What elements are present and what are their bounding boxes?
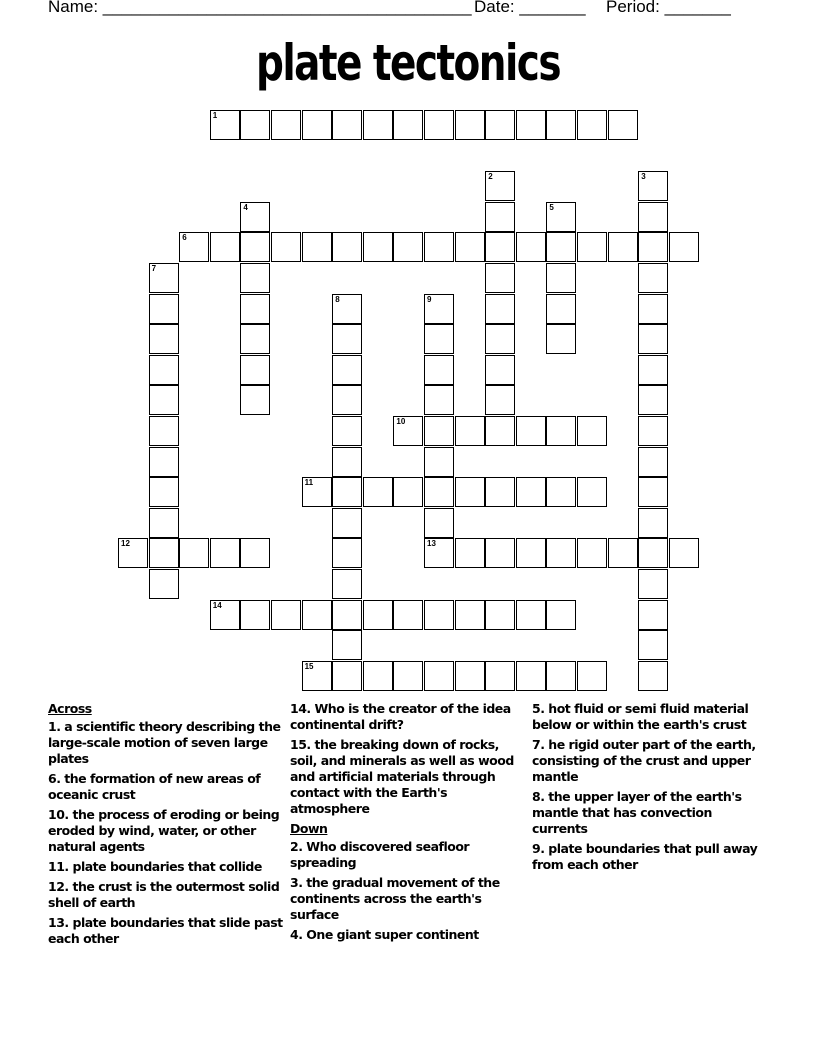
down-heading: Down	[290, 821, 328, 836]
clue-text: hot fluid or semi fluid material below or within the earth's crust	[532, 701, 749, 732]
grid-cell[interactable]	[363, 477, 393, 507]
clue-item	[290, 927, 518, 943]
grid-cell[interactable]	[424, 538, 454, 568]
grid-cell[interactable]	[485, 355, 515, 385]
grid-cell[interactable]	[638, 324, 668, 354]
grid-cell[interactable]	[638, 477, 668, 507]
clue-item	[290, 839, 518, 871]
clue-item	[48, 771, 288, 803]
grid-cell[interactable]	[485, 263, 515, 293]
clue-item	[48, 719, 288, 767]
grid-cell[interactable]	[302, 600, 332, 630]
grid-cell[interactable]	[577, 416, 607, 446]
clue-column-1	[48, 701, 288, 951]
grid-cell[interactable]	[332, 477, 362, 507]
grid-cell[interactable]	[608, 538, 638, 568]
grid-cell[interactable]	[332, 569, 362, 599]
grid-cell[interactable]	[485, 202, 515, 232]
clue-item	[290, 701, 518, 733]
grid-cell[interactable]	[332, 232, 362, 262]
grid-cell[interactable]	[485, 600, 515, 630]
grid-cell[interactable]	[332, 110, 362, 140]
grid-cell[interactable]	[516, 661, 546, 691]
grid-cell[interactable]	[485, 294, 515, 324]
grid-cell[interactable]	[332, 416, 362, 446]
grid-cell[interactable]	[485, 324, 515, 354]
grid-cell[interactable]	[669, 232, 699, 262]
grid-cell[interactable]	[577, 477, 607, 507]
grid-cell[interactable]	[393, 661, 423, 691]
grid-cell[interactable]	[638, 569, 668, 599]
grid-cell[interactable]	[149, 385, 179, 415]
grid-cell[interactable]	[149, 324, 179, 354]
cell-number: 3	[641, 172, 646, 182]
grid-cell[interactable]	[546, 232, 576, 262]
grid-cell[interactable]	[424, 232, 454, 262]
grid-cell[interactable]	[516, 477, 546, 507]
grid-cell[interactable]	[240, 600, 270, 630]
grid-cell[interactable]	[240, 324, 270, 354]
grid-cell[interactable]	[332, 385, 362, 415]
grid-cell[interactable]	[424, 661, 454, 691]
clue-text: the crust is the outermost solid shell of earth	[48, 879, 280, 910]
clue-item	[532, 841, 764, 873]
grid-cell[interactable]	[149, 538, 179, 568]
grid-cell[interactable]	[424, 110, 454, 140]
grid-cell[interactable]	[332, 661, 362, 691]
grid-cell[interactable]	[546, 324, 576, 354]
grid-cell[interactable]	[546, 661, 576, 691]
grid-cell[interactable]	[210, 538, 240, 568]
grid-cell[interactable]	[577, 232, 607, 262]
clue-text: Who is the creator of the idea continental drift?	[290, 701, 511, 732]
grid-cell[interactable]	[363, 600, 393, 630]
grid-cell[interactable]	[424, 416, 454, 446]
clue-text: plate boundaries that pull away from each other	[532, 841, 758, 872]
grid-cell[interactable]	[638, 538, 668, 568]
grid-cell[interactable]	[546, 477, 576, 507]
clue-number: 15.	[290, 737, 311, 752]
clue-number: 8.	[532, 789, 545, 804]
grid-cell[interactable]	[638, 600, 668, 630]
clue-number: 13.	[48, 915, 69, 930]
clue-text: the gradual movement of the continents across the earth's surface	[290, 875, 500, 922]
clue-text: he rigid outer part of the earth, consisting of the crust and upper mantle	[532, 737, 756, 784]
grid-cell[interactable]	[455, 538, 485, 568]
grid-cell[interactable]	[546, 110, 576, 140]
grid-cell[interactable]	[118, 538, 148, 568]
cell-number: 13	[427, 539, 436, 549]
cell-number: 14	[212, 600, 222, 610]
grid-cell[interactable]	[485, 385, 515, 415]
grid-cell[interactable]	[669, 538, 699, 568]
grid-cell[interactable]	[210, 110, 240, 140]
grid-cell[interactable]	[179, 538, 209, 568]
grid-cell[interactable]	[485, 110, 515, 140]
grid-cell[interactable]	[363, 110, 393, 140]
cell-number: 8	[335, 294, 340, 304]
grid-cell[interactable]	[455, 232, 485, 262]
clue-number: 14.	[290, 701, 311, 716]
grid-cell[interactable]	[332, 324, 362, 354]
grid-cell[interactable]	[638, 171, 668, 201]
clue-item	[290, 875, 518, 923]
grid-cell[interactable]	[516, 538, 546, 568]
grid-cell[interactable]	[516, 232, 546, 262]
clue-item	[48, 807, 288, 855]
grid-cell[interactable]	[424, 508, 454, 538]
grid-cell[interactable]	[240, 294, 270, 324]
clue-number: 3.	[290, 875, 303, 890]
clue-number: 4.	[290, 927, 303, 942]
clue-text: plate boundaries that collide	[68, 859, 262, 874]
clue-text: a scientific theory describing the large-scale motion of seven large plates	[48, 719, 281, 766]
across-heading: Across	[48, 701, 92, 716]
period-field[interactable]: Period: _______	[606, 0, 731, 16]
grid-cell[interactable]	[393, 600, 423, 630]
grid-cell[interactable]	[332, 447, 362, 477]
grid-cell[interactable]	[210, 600, 240, 630]
grid-cell[interactable]	[271, 232, 301, 262]
grid-cell[interactable]	[302, 232, 332, 262]
grid-cell[interactable]	[149, 355, 179, 385]
grid-cell[interactable]	[516, 416, 546, 446]
grid-cell[interactable]	[546, 263, 576, 293]
grid-cell[interactable]	[332, 600, 362, 630]
clue-text: plate boundaries that slide past each other	[48, 915, 283, 946]
grid-cell[interactable]	[332, 294, 362, 324]
grid-cell[interactable]	[516, 600, 546, 630]
clue-item	[48, 879, 288, 911]
grid-cell[interactable]	[393, 232, 423, 262]
grid-cell[interactable]	[149, 508, 179, 538]
grid-cell[interactable]	[363, 232, 393, 262]
grid-cell[interactable]	[149, 294, 179, 324]
clue-number: 9.	[532, 841, 545, 856]
date-field[interactable]: Date: _______	[474, 0, 586, 16]
clue-text: the upper layer of the earth's mantle that has convection currents	[532, 789, 742, 836]
clue-number: 1.	[48, 719, 61, 734]
grid-cell[interactable]	[638, 232, 668, 262]
page-title: plate tectonics	[255, 34, 560, 92]
cell-number: 4	[243, 202, 248, 212]
grid-cell[interactable]	[393, 477, 423, 507]
grid-cell[interactable]	[332, 630, 362, 660]
grid-cell[interactable]	[485, 538, 515, 568]
clue-item	[532, 789, 764, 837]
clue-text: the formation of new areas of oceanic crust	[48, 771, 261, 802]
grid-cell[interactable]	[546, 600, 576, 630]
grid-cell[interactable]	[638, 355, 668, 385]
grid-cell[interactable]	[302, 110, 332, 140]
grid-cell[interactable]	[271, 600, 301, 630]
grid-cell[interactable]	[393, 416, 423, 446]
grid-cell[interactable]	[240, 263, 270, 293]
grid-cell[interactable]	[638, 630, 668, 660]
grid-cell[interactable]	[149, 447, 179, 477]
grid-cell[interactable]	[240, 355, 270, 385]
grid-cell[interactable]	[638, 508, 668, 538]
clue-text: One giant super continent	[302, 927, 479, 942]
clue-number: 5.	[532, 701, 545, 716]
grid-cell[interactable]	[638, 202, 668, 232]
grid-cell[interactable]	[485, 661, 515, 691]
cell-number: 5	[549, 202, 554, 212]
grid-cell[interactable]	[393, 110, 423, 140]
clue-number: 7.	[532, 737, 545, 752]
grid-cell[interactable]	[516, 110, 546, 140]
grid-cell[interactable]	[149, 477, 179, 507]
grid-cell[interactable]	[577, 661, 607, 691]
grid-cell[interactable]	[577, 110, 607, 140]
grid-cell[interactable]	[240, 538, 270, 568]
grid-cell[interactable]	[363, 661, 393, 691]
grid-cell[interactable]	[638, 385, 668, 415]
grid-cell[interactable]	[302, 661, 332, 691]
grid-cell[interactable]	[240, 202, 270, 232]
grid-cell[interactable]	[638, 263, 668, 293]
grid-cell[interactable]	[546, 202, 576, 232]
grid-cell[interactable]	[240, 385, 270, 415]
grid-cell[interactable]	[424, 355, 454, 385]
grid-cell[interactable]	[149, 416, 179, 446]
grid-cell[interactable]	[455, 600, 485, 630]
grid-cell[interactable]	[455, 416, 485, 446]
grid-cell[interactable]	[546, 416, 576, 446]
clue-number: 12.	[48, 879, 69, 894]
clue-column-3	[532, 701, 764, 877]
grid-cell[interactable]	[485, 416, 515, 446]
clue-item	[48, 915, 288, 947]
grid-cell[interactable]	[332, 355, 362, 385]
grid-cell[interactable]	[240, 232, 270, 262]
grid-cell[interactable]	[546, 538, 576, 568]
grid-cell[interactable]	[210, 232, 240, 262]
grid-cell[interactable]	[485, 171, 515, 201]
grid-cell[interactable]	[638, 294, 668, 324]
grid-cell[interactable]	[485, 232, 515, 262]
clue-number: 10.	[48, 807, 69, 822]
grid-cell[interactable]	[271, 110, 301, 140]
grid-cell[interactable]	[608, 232, 638, 262]
grid-cell[interactable]	[149, 263, 179, 293]
grid-cell[interactable]	[546, 294, 576, 324]
clue-item	[532, 737, 764, 785]
clue-number: 11.	[48, 859, 69, 874]
grid-cell[interactable]	[424, 447, 454, 477]
grid-cell[interactable]	[240, 110, 270, 140]
cell-number: 1	[212, 111, 218, 120]
name-field[interactable]: Name: _______________________________________	[48, 0, 472, 16]
clue-text: Who discovered seafloor spreading	[290, 839, 470, 870]
grid-cell[interactable]	[424, 385, 454, 415]
clue-text: the breaking down of rocks, soil, and minerals as well as wood and artificial materials through contact with the Earth's atmosphere	[290, 737, 514, 816]
clue-item	[290, 737, 518, 817]
clue-number: 2.	[290, 839, 303, 854]
grid-cell[interactable]	[485, 477, 515, 507]
grid-cell[interactable]	[149, 569, 179, 599]
grid-cell[interactable]	[424, 477, 454, 507]
grid-cell[interactable]	[455, 477, 485, 507]
grid-cell[interactable]	[638, 661, 668, 691]
clue-item	[532, 701, 764, 733]
cell-number: 12	[121, 539, 130, 549]
grid-cell[interactable]	[424, 600, 454, 630]
grid-cell[interactable]	[455, 110, 485, 140]
grid-cell[interactable]	[638, 447, 668, 477]
grid-cell[interactable]	[455, 661, 485, 691]
grid-cell[interactable]	[577, 538, 607, 568]
cell-number: 15	[304, 661, 314, 671]
cell-number: 11	[304, 478, 314, 488]
grid-cell[interactable]	[332, 508, 362, 538]
clue-number: 6.	[48, 771, 61, 786]
grid-cell[interactable]	[302, 477, 332, 507]
cell-number: 6	[182, 233, 187, 243]
grid-cell[interactable]	[608, 110, 638, 140]
grid-cell[interactable]	[424, 294, 454, 324]
cell-number: 2	[488, 172, 493, 182]
clue-item	[48, 859, 288, 875]
grid-cell[interactable]	[332, 538, 362, 568]
grid-cell[interactable]	[179, 232, 209, 262]
cell-number: 9	[427, 294, 432, 304]
grid-cell[interactable]	[638, 416, 668, 446]
grid-cell[interactable]	[424, 324, 454, 354]
clue-text: the process of eroding or being eroded by wind, water, or other natural agents	[48, 807, 280, 854]
cell-number: 10	[396, 417, 406, 426]
clue-column-2	[290, 701, 518, 947]
cell-number: 7	[151, 264, 157, 273]
